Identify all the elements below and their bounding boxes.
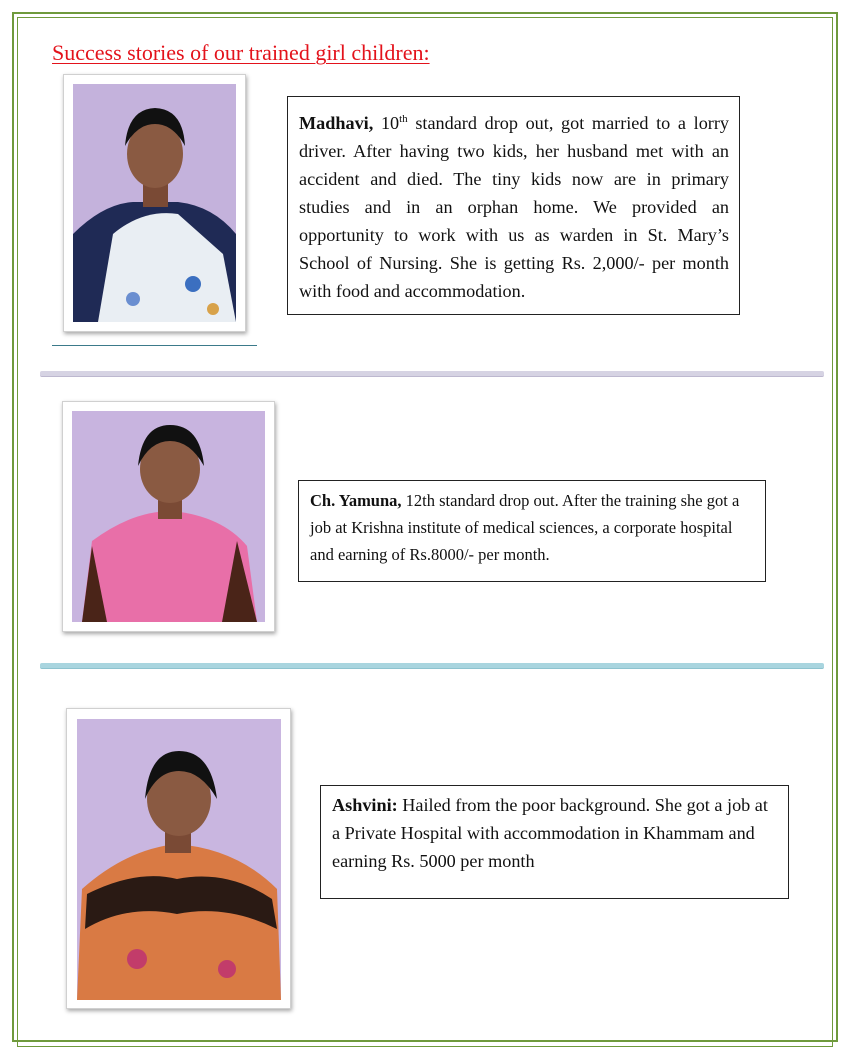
story-box-yamuna [298, 480, 766, 582]
story-text: 12th standard drop out. After the training she got a job at Krishna institute of medical sciences, a corporate hospital and earning of Rs.8000/- per month. [310, 491, 740, 564]
photo-ashvini [66, 708, 291, 1009]
photo-yamuna [62, 401, 275, 632]
portrait-image [73, 84, 236, 322]
story-text: Hailed from the poor background. She got a job at a Private Hospital with accommodation in Khammam and earning Rs. 5000 per month [332, 795, 768, 871]
story-name: Madhavi, [299, 113, 374, 134]
section-separator [40, 371, 824, 377]
story-name: Ashvini: [332, 795, 398, 815]
story-name: Ch. Yamuna, [310, 491, 402, 510]
portrait-image [77, 719, 281, 1000]
story-grade: 10 [380, 113, 400, 134]
divider-underline [52, 345, 257, 346]
portrait-image [72, 411, 265, 622]
photo-madhavi [63, 74, 246, 332]
story-box-ashvini [320, 785, 789, 899]
section-separator [40, 663, 824, 669]
page-heading: Success stories of our trained girl children: [52, 40, 430, 65]
story-box-madhavi [287, 96, 740, 315]
story-grade-suffix: th [399, 113, 408, 125]
story-text: standard drop out, got married to a lorry driver. After having two kids, her husband met with an accident and died. The tiny kids now are in primary studies and in an orphan home. We provided an opportunity to work with us as warden in St. Mary’s School of Nursing. She is getting Rs. 2,000/- per month with food and accommodation. [299, 113, 730, 302]
